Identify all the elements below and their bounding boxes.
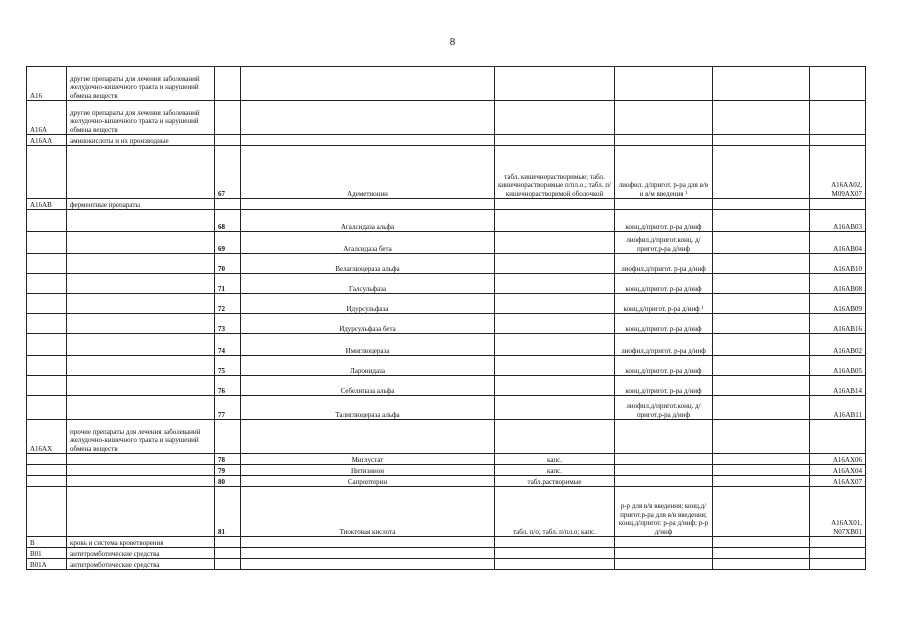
table-row [27,232,866,254]
drug-list-table [26,66,866,570]
dosage-form-injection [615,67,713,101]
dosage-form [495,274,615,294]
item-number [215,548,241,559]
dosage-form: капс. [495,465,615,476]
item-number: 70 [215,254,241,274]
drug-name: Имиглюцераза [241,334,495,356]
item-number: 73 [215,314,241,334]
dosage-form-injection [615,420,713,454]
drug-name: Агалсидаза альфа [241,210,495,232]
group-description [67,334,215,356]
table-row [27,274,866,294]
atc-group-code [27,274,67,294]
atc-code: A16AA02, M09AX07 [810,146,866,199]
dosage-form [495,254,615,274]
atc-group-code [27,334,67,356]
dosage-form-injection: конц.д/пригот. р-ра д/инф [615,314,713,334]
atc-code [810,559,866,570]
empty-cell [713,487,810,537]
atc-code: A16AX04 [810,465,866,476]
atc-group-code [27,454,67,465]
group-description [67,210,215,232]
item-number [215,67,241,101]
dosage-form: табл. кишечнорастворимые; табл. кишечнорастворимые п/пл.о.; табл. п/кишечнорастворимой оболочкой [495,146,615,199]
table-row [27,420,866,454]
dosage-form [495,101,615,135]
table-row [27,396,866,420]
atc-group-code: A16AX [27,420,67,454]
atc-code [810,420,866,454]
drug-name [241,199,495,210]
table-row [27,548,866,559]
drug-name [241,101,495,135]
dosage-form [495,294,615,314]
empty-cell [713,559,810,570]
drug-name: Тиоктовая кислота [241,487,495,537]
drug-name: Ларонидаза [241,356,495,376]
atc-group-code [27,476,67,487]
dosage-form-injection: лиофил.д/пригот.конц. д/пригот.р-ра д/инф [615,232,713,254]
dosage-form-injection: лиофил.д/пригот. р-ра д/инф [615,254,713,274]
dosage-form [495,376,615,396]
atc-group-code [27,254,67,274]
dosage-form [495,67,615,101]
atc-code: A16AB14 [810,376,866,396]
item-number: 76 [215,376,241,396]
dosage-form-injection [615,559,713,570]
atc-group-code: A16AB [27,199,67,210]
dosage-form: капс. [495,454,615,465]
dosage-form-injection [615,199,713,210]
drug-name: Идурсульфаза бета [241,314,495,334]
table-row [27,199,866,210]
dosage-form [495,548,615,559]
dosage-form-injection [615,454,713,465]
table-row [27,334,866,356]
empty-cell [713,101,810,135]
empty-cell [713,294,810,314]
dosage-form [495,396,615,420]
atc-group-code [27,396,67,420]
atc-code [810,548,866,559]
atc-code: A16AB10 [810,254,866,274]
atc-code: A16AX01, N07XB01 [810,487,866,537]
empty-cell [713,334,810,356]
dosage-form: табл. п/о; табл. п/пл.о; капс. [495,487,615,537]
group-description [67,476,215,487]
atc-code: A16AB04 [810,232,866,254]
atc-code [810,67,866,101]
atc-group-code: B01A [27,559,67,570]
table-row [27,487,866,537]
dosage-form-injection [615,476,713,487]
atc-code: A16AB16 [810,314,866,334]
group-description [67,376,215,396]
empty-cell [713,396,810,420]
atc-group-code: A16A [27,101,67,135]
item-number: 67 [215,146,241,199]
atc-group-code [27,376,67,396]
table-row [27,146,866,199]
drug-name: Идурсульфаза [241,294,495,314]
dosage-form [495,135,615,146]
dosage-form-injection: конц.д/пригот. р-ра д/инф [615,376,713,396]
dosage-form-injection: р-р для в/в введения; конц.д/пригот.р-ра для в/в введения; конц.д/пригот. р-ра д/инф; р-р д/инф [615,487,713,537]
atc-code: A16AB08 [810,274,866,294]
atc-code: A16AX07 [810,476,866,487]
group-description [67,314,215,334]
atc-group-code [27,232,67,254]
table-row [27,356,866,376]
dosage-form [495,420,615,454]
empty-cell [713,210,810,232]
atc-code: A16AB03 [810,210,866,232]
group-description [67,356,215,376]
atc-code: A16AB02 [810,334,866,356]
empty-cell [713,420,810,454]
table-row [27,101,866,135]
item-number: 74 [215,334,241,356]
atc-code: A16AB09 [810,294,866,314]
dosage-form [495,232,615,254]
group-description: прочие препараты для лечения заболеваний желудочно-кишечного тракта и нарушений обмена веществ [67,420,215,454]
drug-name: Миглустат [241,454,495,465]
drug-name: Агалсидаза бета [241,232,495,254]
atc-group-code: A16AA [27,135,67,146]
atc-group-code [27,487,67,537]
atc-code [810,135,866,146]
table-row [27,454,866,465]
atc-code: A16AX06 [810,454,866,465]
dosage-form [495,559,615,570]
drug-name [241,67,495,101]
item-number [215,537,241,548]
empty-cell [713,376,810,396]
group-description [67,232,215,254]
group-description [67,254,215,274]
group-description: другие препараты для лечения заболеваний желудочно-кишечного тракта и нарушений обмена веществ [67,67,215,101]
group-description: кровь и система кроветворения [67,537,215,548]
group-description [67,396,215,420]
empty-cell [713,454,810,465]
atc-group-code: A16 [27,67,67,101]
dosage-form [495,314,615,334]
empty-cell [713,465,810,476]
drug-name: Адеметионин [241,146,495,199]
atc-group-code: B [27,537,67,548]
item-number: 68 [215,210,241,232]
empty-cell [713,232,810,254]
group-description [67,146,215,199]
dosage-form-injection [615,135,713,146]
atc-group-code [27,465,67,476]
group-description [67,294,215,314]
item-number [215,199,241,210]
drug-name: Сапроптерин [241,476,495,487]
atc-code: A16AB05 [810,356,866,376]
group-description: антитромботические средства [67,559,215,570]
atc-code: A16AB11 [810,396,866,420]
group-description: аминокислоты и их производные [67,135,215,146]
item-number [215,559,241,570]
empty-cell [713,274,810,294]
group-description: другие препараты для лечения заболеваний желудочно-кишечного тракта и нарушений обмена веществ [67,101,215,135]
drug-name: Нитизинон [241,465,495,476]
group-description [67,454,215,465]
empty-cell [713,199,810,210]
item-number: 72 [215,294,241,314]
empty-cell [713,135,810,146]
dosage-form [495,199,615,210]
group-description [67,487,215,537]
group-description: ферментные препараты [67,199,215,210]
item-number: 75 [215,356,241,376]
table-row [27,135,866,146]
table-row [27,210,866,232]
atc-group-code [27,210,67,232]
group-description [67,274,215,294]
page-number: 8 [449,36,456,48]
dosage-form [495,537,615,548]
item-number: 69 [215,232,241,254]
drug-name: Талиглюцераза альфа [241,396,495,420]
empty-cell [713,356,810,376]
empty-cell [713,254,810,274]
atc-group-code [27,294,67,314]
table-row [27,376,866,396]
dosage-form [495,210,615,232]
atc-code [810,199,866,210]
item-number: 71 [215,274,241,294]
item-number: 80 [215,476,241,487]
dosage-form [495,334,615,356]
atc-code [810,101,866,135]
table-row [27,559,866,570]
drug-name [241,420,495,454]
item-number: 79 [215,465,241,476]
dosage-form-injection [615,548,713,559]
dosage-form: табл.растворимые [495,476,615,487]
drug-name [241,559,495,570]
drug-name: Себелипаза альфа [241,376,495,396]
empty-cell [713,314,810,334]
table-row [27,476,866,487]
item-number [215,420,241,454]
table-row [27,465,866,476]
dosage-form-injection: лиофил.д/пригот.конц. д/пригот.р-ра д/инф [615,396,713,420]
drug-name [241,537,495,548]
dosage-form-injection: лиофил.д/пригот. р-ра д/инф [615,334,713,356]
atc-group-code [27,356,67,376]
atc-group-code [27,314,67,334]
table-row [27,294,866,314]
dosage-form-injection: конц.д/пригот. р-ра д/инф [615,210,713,232]
dosage-form-injection: конц.д/пригот. р-ра д/инф [615,356,713,376]
item-number: 81 [215,487,241,537]
group-description: антитромботические средства [67,548,215,559]
empty-cell [713,146,810,199]
empty-cell [713,67,810,101]
table-row [27,537,866,548]
drug-name: Галсульфаза [241,274,495,294]
drug-name: Велаглюцераза альфа [241,254,495,274]
dosage-form-injection [615,101,713,135]
table-row [27,254,866,274]
dosage-form [495,356,615,376]
atc-group-code: B01 [27,548,67,559]
drug-name [241,135,495,146]
atc-group-code [27,146,67,199]
item-number [215,135,241,146]
empty-cell [713,537,810,548]
dosage-form-injection: конц.д/пригот. р-ра д/инф [615,274,713,294]
atc-code [810,537,866,548]
table-row [27,314,866,334]
empty-cell [713,476,810,487]
dosage-form-injection [615,465,713,476]
drug-name [241,548,495,559]
table-row [27,67,866,101]
item-number: 78 [215,454,241,465]
item-number: 77 [215,396,241,420]
dosage-form-injection [615,537,713,548]
group-description [67,465,215,476]
dosage-form-injection: конц.д/пригот. р-ра д/инф ¹ [615,294,713,314]
empty-cell [713,548,810,559]
dosage-form-injection: лиофил. д/пригот. р-ра для в/в и в/м введения ¹ [615,146,713,199]
item-number [215,101,241,135]
